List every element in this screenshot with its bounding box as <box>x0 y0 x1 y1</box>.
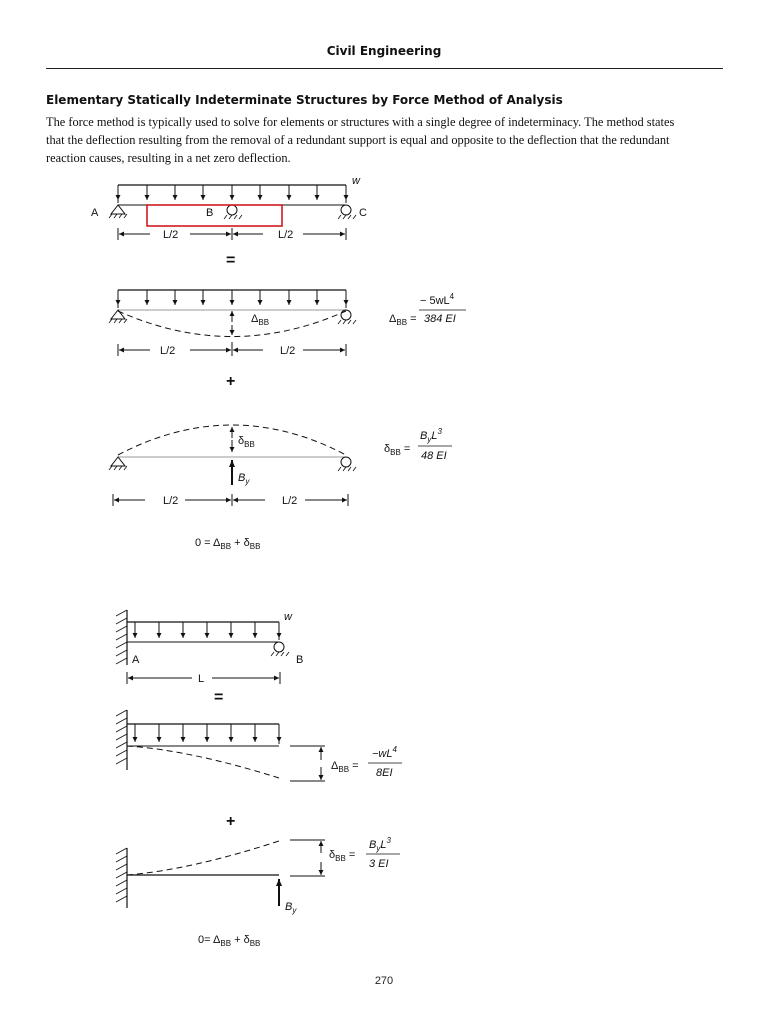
svg-text:ΔBB =: $\Delta_{BB}$ = <box>389 313 417 327</box>
svg-text:384 EI: 384 EI <box>424 313 456 325</box>
paragraph-line: reaction causes, resulting in a net zero deflection. <box>46 151 291 165</box>
distributed-load-arrows <box>135 724 279 742</box>
roller-support-icon <box>338 310 356 324</box>
svg-text:ΔBB =: $\Delta_{BB}$ = <box>331 760 359 774</box>
deflection-label: $\delta_{BB}$ <box>238 435 255 449</box>
compatibility-equation: $0 = \Delta_{BB} + \delta_{BB}$ <box>195 537 261 551</box>
svg-text:ByL3: $B_yL^3$ <box>369 836 391 853</box>
svg-text:− 5wL4: − $5wL^4$ <box>420 292 455 307</box>
paragraph-line: that the deflection resulting from the removal of a redundant support is equal and opposite to the deflection that the redundant <box>46 133 670 147</box>
fig2-released-cantilever <box>116 710 402 781</box>
roller-support-icon <box>271 642 289 656</box>
deflection-label: $\Delta_{BB}$ <box>251 313 270 327</box>
svg-text:ByL3: $B_yL^3$ <box>420 427 442 444</box>
svg-text:3 EI: 3 EI <box>369 858 389 870</box>
distributed-load-arrows <box>118 185 346 200</box>
page-number: 270 <box>374 975 394 987</box>
running-header: Civil Engineering <box>326 44 442 58</box>
support-label-a: A <box>132 654 140 666</box>
pin-support-icon <box>109 310 127 323</box>
dimension-label: L/2 <box>163 495 179 507</box>
plus-sign: + <box>226 373 236 390</box>
pin-support-icon <box>109 205 127 218</box>
fixed-support-icon <box>116 848 127 902</box>
svg-text:δBB =: $\delta_{BB}$ = <box>329 849 356 863</box>
fig2-propped-cantilever <box>116 610 303 685</box>
dimension-label: L/2 <box>160 345 176 357</box>
plus-sign: + <box>226 813 236 830</box>
redundant-highlight-box <box>147 205 282 226</box>
redundant-deflection-equation <box>329 836 400 870</box>
equals-sign: = <box>226 252 236 269</box>
fig1-released-beam <box>109 290 466 357</box>
section-title: Elementary Statically Indeterminate Structures by Force Method of Analysis <box>46 93 563 107</box>
distributed-load-arrows <box>135 622 279 638</box>
support-label-c: C <box>359 207 367 219</box>
fig1-redundant-beam <box>109 425 452 507</box>
reaction-label: $B_y$ <box>285 901 297 915</box>
dimension-label: L <box>198 673 205 685</box>
distributed-load-arrows <box>118 290 346 305</box>
support-label-b: B <box>296 654 304 666</box>
dimension-label: L/2 <box>278 229 294 241</box>
support-label-b: B <box>206 207 214 219</box>
deflection-equation <box>389 292 466 327</box>
dimension-label: L/2 <box>280 345 296 357</box>
load-label-w: w <box>284 611 292 623</box>
paragraph-line: The force method is typically used to solve for elements or structures with a single degree of indeterminacy. The method states <box>46 115 675 129</box>
fixed-support-icon <box>116 710 127 764</box>
roller-support-icon <box>338 205 356 219</box>
deflected-shape-curve <box>127 746 279 778</box>
svg-text:48 EI: 48 EI <box>421 450 447 462</box>
reaction-label: $B_y$ <box>238 472 250 486</box>
roller-support-icon <box>224 205 242 219</box>
redundant-deflection-equation <box>384 427 452 462</box>
dimension-label: L/2 <box>282 495 298 507</box>
dimension-label: L/2 <box>163 229 179 241</box>
fig2-redundant-cantilever <box>116 836 400 915</box>
roller-support-icon <box>338 457 356 471</box>
equals-sign: = <box>214 689 224 706</box>
fixed-support-icon <box>116 610 127 664</box>
svg-text:δBB =: $\delta_{BB}$ = <box>384 443 411 457</box>
svg-text:−wL4: $-wL^4$ <box>372 745 397 760</box>
pin-support-icon <box>109 457 127 470</box>
deflection-equation <box>331 745 402 779</box>
compatibility-equation: $0= \Delta_{BB} + \delta_{BB}$ <box>198 934 261 948</box>
support-label-a: A <box>91 207 99 219</box>
load-label-w: w <box>352 175 360 187</box>
upward-deflected-curve <box>127 841 279 875</box>
fig1-original-beam <box>91 175 367 241</box>
svg-text:8EI: 8EI <box>376 767 393 779</box>
